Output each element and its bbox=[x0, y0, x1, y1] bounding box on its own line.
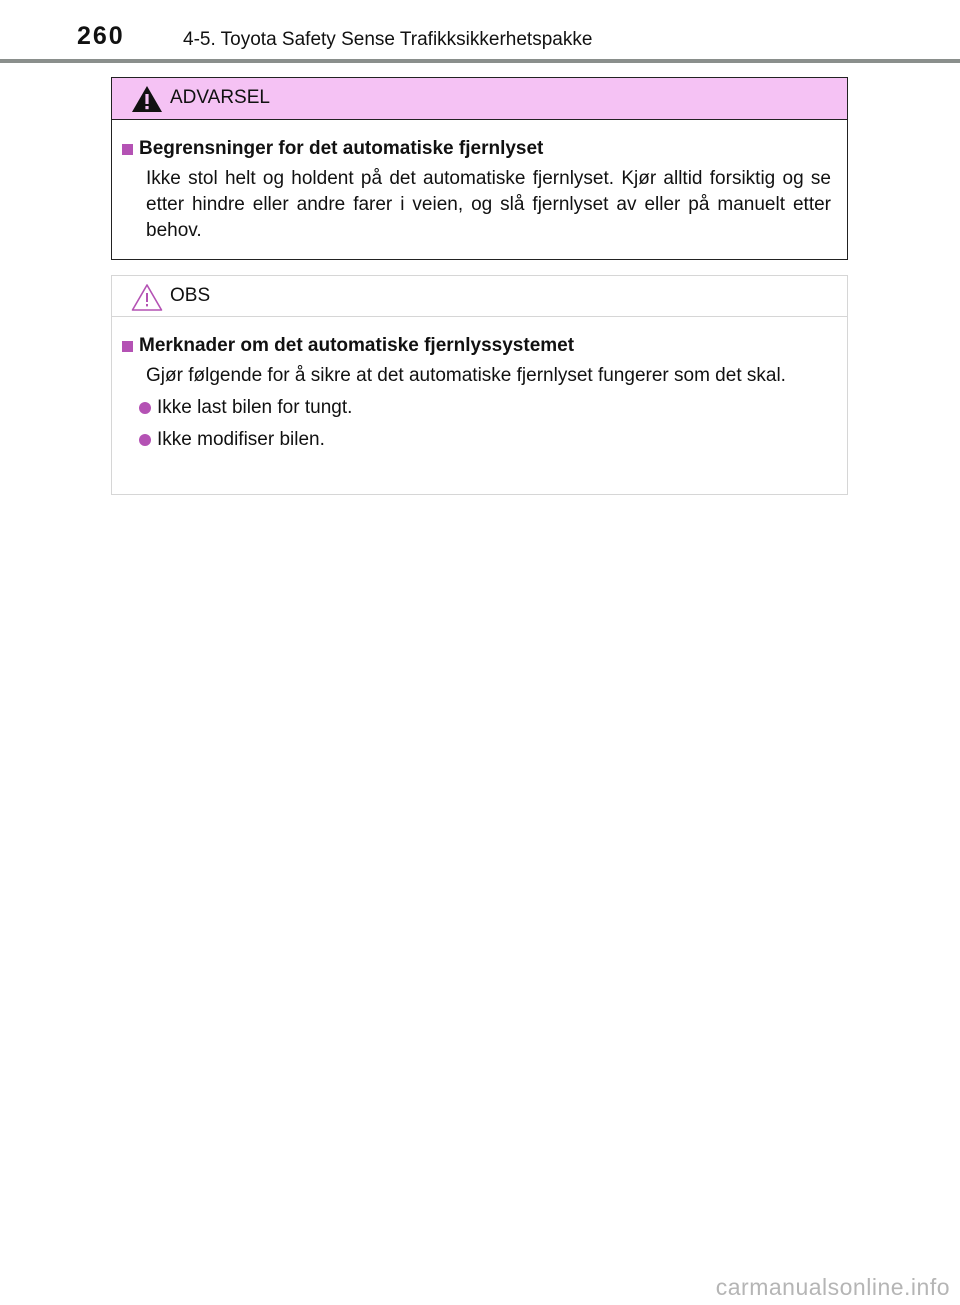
header-rule bbox=[0, 59, 960, 63]
list-item bbox=[139, 395, 831, 421]
caution-label: OBS bbox=[170, 285, 211, 306]
list-item-text: Ikke modifiser bilen. bbox=[157, 429, 325, 450]
section-title: 4-5. Toyota Safety Sense Trafikksikkerhetspakke bbox=[183, 29, 593, 50]
caution-header bbox=[112, 276, 847, 317]
dot-bullet-icon bbox=[139, 402, 151, 414]
warning-triangle-filled-icon bbox=[130, 84, 164, 114]
square-bullet-icon bbox=[122, 144, 133, 155]
caution-body bbox=[112, 317, 847, 453]
caution-item-text: Gjør følgende for å sikre at det automatiske fjernlyset fungerer som det skal. bbox=[146, 365, 786, 386]
watermark: carmanualsonline.info bbox=[715, 1274, 950, 1300]
caution-item-title: Merknader om det automatiske fjernlyssystemet bbox=[139, 335, 575, 356]
caution-item-heading bbox=[122, 334, 831, 358]
warning-header bbox=[112, 78, 847, 120]
warning-item-title: Begrensninger for det automatiske fjernlyset bbox=[139, 138, 544, 159]
warning-body bbox=[112, 120, 847, 244]
page-header bbox=[0, 0, 960, 64]
warning-label: ADVARSEL bbox=[170, 87, 270, 108]
list-item bbox=[139, 427, 831, 453]
warning-item-text: Ikke stol helt og holdent på det automatiske fjernlyset. Kjør alltid forsiktig og se etter hindre eller andre farer i veien, og slå fjernlyset av eller på manuelt etter behov. bbox=[146, 168, 831, 241]
list-item-text: Ikke last bilen for tungt. bbox=[157, 397, 353, 418]
dot-bullet-icon bbox=[139, 434, 151, 446]
square-bullet-icon bbox=[122, 341, 133, 352]
warning-box bbox=[111, 77, 848, 260]
page-number: 260 bbox=[77, 22, 125, 50]
caution-box bbox=[111, 275, 848, 495]
warning-triangle-outline-icon bbox=[130, 282, 164, 312]
warning-item-heading bbox=[122, 137, 831, 161]
